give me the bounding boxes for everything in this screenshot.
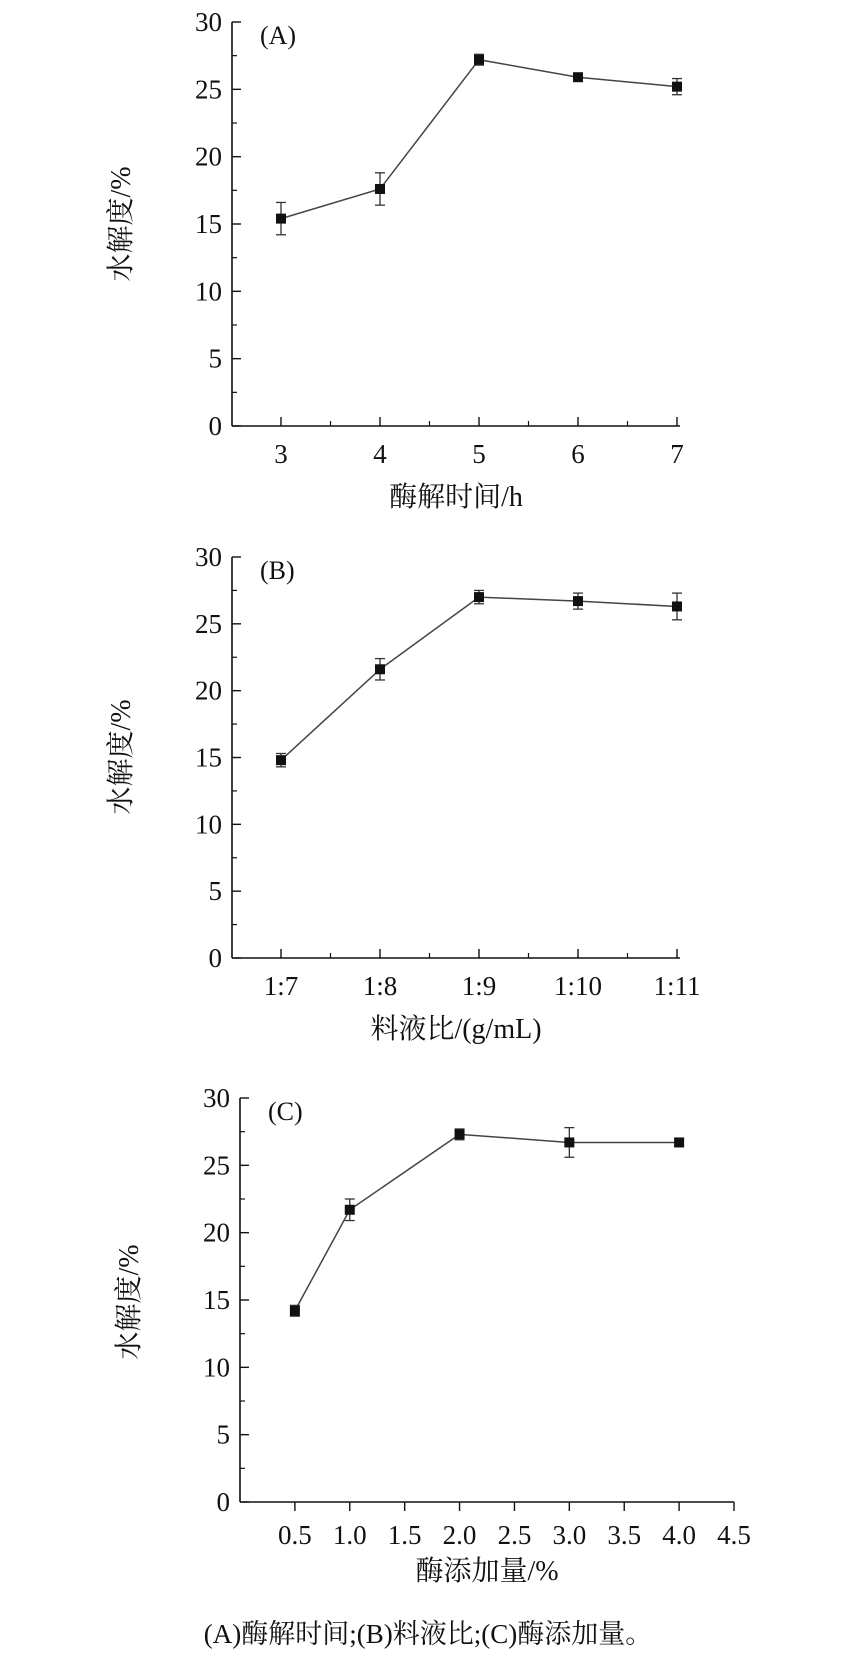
data-point: [455, 1129, 465, 1139]
y-tick-label: 30: [195, 542, 222, 572]
data-point: [564, 1137, 574, 1147]
y-tick-label: 30: [195, 7, 222, 37]
series-line: [281, 597, 677, 760]
x-tick-label: 1:10: [553, 971, 603, 1001]
data-point: [573, 72, 583, 82]
data-point: [573, 596, 583, 606]
y-tick-label: 0: [208, 943, 222, 973]
data-point: [672, 82, 682, 92]
y-tick-label: 15: [195, 742, 222, 773]
x-tick-label: 0.5: [278, 1520, 312, 1550]
panel-label: (B): [260, 556, 295, 585]
y-tick-label: 25: [195, 608, 222, 639]
chart-panel-c: [113, 1083, 751, 1587]
y-tick-label: 15: [195, 209, 222, 239]
data-point: [674, 1137, 684, 1147]
y-axis-title: 水解度/%: [106, 166, 137, 282]
y-tick-label: 10: [195, 276, 222, 307]
data-point: [276, 755, 286, 765]
y-tick-label: 30: [203, 1083, 230, 1113]
x-tick-label: 1:7: [263, 971, 299, 1001]
y-axis-title: 水解度/%: [114, 1244, 145, 1360]
x-tick-label: 3.0: [552, 1520, 587, 1550]
y-tick-label: 25: [195, 74, 222, 105]
data-point: [345, 1205, 355, 1215]
x-tick-label: 4.5: [717, 1520, 751, 1550]
data-point: [375, 664, 385, 674]
x-tick-label: 1:9: [461, 971, 497, 1001]
panel-label: (A): [260, 21, 297, 50]
y-tick-label: 0: [216, 1487, 230, 1517]
data-point: [276, 214, 286, 224]
x-tick-label: 1:8: [362, 971, 398, 1001]
x-axis-title: 酶解时间/h: [389, 482, 523, 513]
y-tick-label: 5: [216, 1419, 230, 1450]
x-axis-title: 酶添加量/%: [415, 1556, 559, 1587]
x-tick-label: 3: [274, 439, 288, 469]
y-tick-label: 5: [208, 343, 222, 374]
data-point: [474, 55, 484, 65]
y-tick-label: 10: [195, 809, 222, 840]
y-tick-label: 20: [195, 675, 222, 706]
data-point: [672, 601, 682, 611]
series-line: [295, 1134, 679, 1310]
y-tick-label: 5: [208, 876, 222, 907]
y-axis-title: 水解度/%: [106, 699, 137, 815]
y-tick-label: 20: [195, 141, 222, 172]
x-tick-label: 4.0: [662, 1520, 696, 1550]
x-tick-label: 5: [472, 439, 486, 469]
y-tick-label: 0: [208, 411, 222, 441]
x-tick-label: 3.5: [607, 1520, 642, 1550]
x-tick-label: 1.0: [332, 1520, 367, 1550]
x-axis-title: 料液比/(g/mL): [370, 1014, 542, 1045]
data-point: [474, 592, 484, 602]
x-tick-label: 2.0: [442, 1520, 477, 1550]
y-tick-label: 10: [203, 1352, 230, 1383]
panel-label: (C): [268, 1097, 303, 1126]
data-point: [375, 184, 385, 194]
x-tick-label: 4: [373, 439, 387, 469]
x-tick-label: 2.5: [497, 1520, 532, 1550]
x-tick-label: 6: [571, 439, 585, 469]
y-tick-label: 15: [203, 1285, 230, 1315]
x-tick-label: 1.5: [387, 1520, 422, 1550]
figure-caption: (A)酶解时间;(B)料液比;(C)酶添加量。: [203, 1619, 653, 1649]
series-line: [281, 60, 677, 219]
x-tick-label: 7: [670, 439, 684, 469]
x-tick-label: 1:11: [653, 971, 701, 1001]
y-tick-label: 25: [203, 1150, 230, 1181]
chart-panel-b: [105, 542, 701, 1045]
chart-panel-a: [105, 7, 684, 513]
data-point: [290, 1306, 300, 1316]
y-tick-label: 20: [203, 1217, 230, 1248]
